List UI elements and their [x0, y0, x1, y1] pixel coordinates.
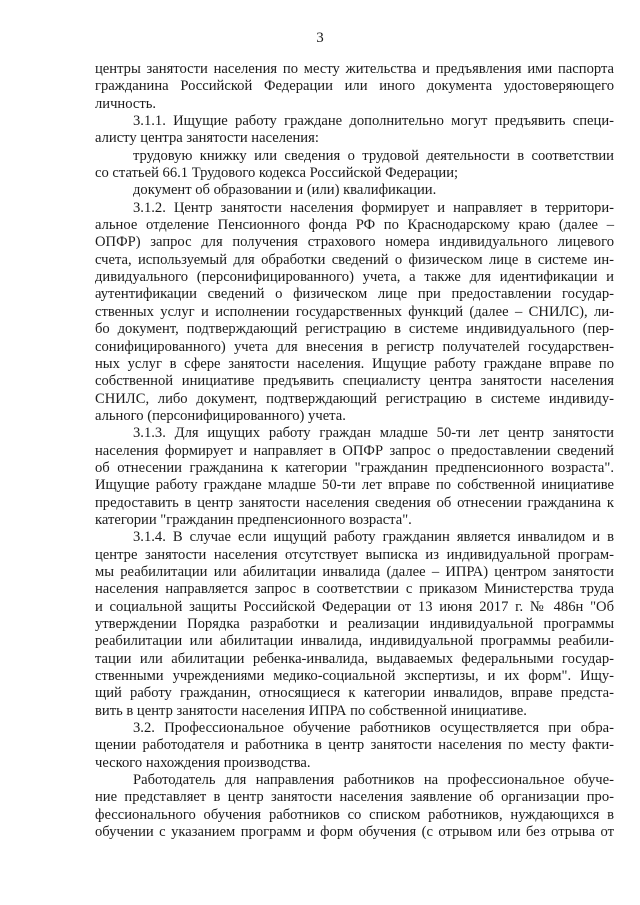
text-line: ных услуг в сфере занятости населения. Ищущие работу граждане вправе по	[95, 355, 614, 372]
text-line: 3.1.4. В случае если ищущий работу гражданин является инвалидом и в	[133, 529, 614, 546]
text-line: Ищущие работу граждане младше 50-ти лет вправе по собственной инициативе	[95, 477, 614, 494]
text-line: населения направляется запрос в соответствии с приказом Министерства труда	[95, 581, 614, 598]
text-line: вить в центр занятости населения ИПРА по собственной инициативе.	[95, 702, 527, 719]
text-line: альное отделение Пенсионного фонда РФ по Краснодарскому краю (далее –	[95, 217, 614, 234]
text-line: фессионального обучения работников со списком работников, нуждающихся в	[95, 806, 614, 823]
text-line: ние представляет в центр занятости населения заявление об организации про-	[95, 789, 614, 806]
text-line: Работодатель для направления работников на профессиональное обуче-	[133, 772, 614, 789]
text-line: щий работу гражданин, относящиеся к категории инвалидов, вправе предста-	[95, 685, 614, 702]
text-line: обучении с указанием программ и форм обучения (с отрывом или без отрыва от	[95, 824, 614, 841]
text-line: 3.1.2. Центр занятости населения формирует и направляет в территори-	[133, 199, 614, 216]
text-line: тации или абилитации ребенка-инвалида, выдаваемых федеральными государ-	[95, 650, 614, 667]
text-line: сонифицированного) учета для внесения в регистр получателей государствен-	[95, 338, 614, 355]
text-line: трудовую книжку или сведения о трудовой деятельности в соответствии	[133, 147, 614, 164]
page-number: 3	[316, 30, 324, 46]
text-line: ального (персонифицированного) учета.	[95, 407, 346, 424]
text-line: 3.2. Профессиональное обучение работников осуществляется при обра-	[133, 720, 614, 737]
text-line: документ об образовании и (или) квалификации.	[133, 182, 437, 199]
text-line: гражданина Российской Федерации или иного документа удостоверяющего	[95, 78, 614, 95]
text-line: ственных услуг и исполнении государственных функций (далее – СНИЛС), ли-	[95, 303, 614, 320]
text-line: реабилитации или абилитации инвалида, индивидуальной программы реабили-	[95, 633, 614, 650]
text-line: категории "гражданин предпенсионного возраста".	[95, 511, 412, 528]
text-line: ческого нахождения производства.	[95, 754, 311, 771]
text-line: утверждении Порядка разработки и реализации индивидуальной программы	[95, 616, 614, 632]
text-line: ственными учреждениями медико-социальной экспертизы, и их форм". Ищу-	[95, 668, 614, 685]
text-line: центре занятости населения отсутствует выписка из индивидуальной програм-	[95, 546, 614, 563]
document-body	[95, 61, 614, 841]
text-line: мы реабилитации или абилитации инвалида (далее – ИПРА) центром занятости	[95, 563, 614, 580]
text-line: дивидуального (персонифицированного) учета, а также для идентификации и	[95, 269, 614, 286]
text-line: аутентификации сведений о физическом лице при предоставлении государ-	[95, 286, 614, 303]
text-line: со статьей 66.1 Трудового кодекса Российской Федерации;	[95, 165, 459, 182]
text-line: и социальной защиты Российской Федерации от 13 июня 2017 г. № 486н "Об	[95, 598, 614, 615]
text-line: бо документ, подтверждающий регистрацию в системе индивидуального (пер-	[95, 321, 614, 338]
text-line: предоставить в центр занятости населения сведения об отнесении гражданина к	[95, 494, 614, 511]
text-line: личность.	[95, 95, 157, 112]
text-line: центры занятости населения по месту жительства и предъявления ими паспорта	[95, 61, 614, 77]
text-line: щении работодателя и работника в центр занятости населения по месту факти-	[95, 737, 614, 754]
text-line: алисту центра занятости населения:	[95, 130, 319, 147]
text-line: населения формирует и направляет в ОПФР запрос о предоставлении сведений	[95, 442, 614, 459]
text-line: 3.1.3. Для ищущих работу граждан младше 50-ти лет центр занятости	[133, 425, 614, 442]
text-line: ОПФР) запрос для получения страхового номера индивидуального лицевого	[95, 234, 614, 251]
text-line: счета, используемый для обработки сведений о физическом лице в системе ин-	[95, 251, 614, 268]
text-line: 3.1.1. Ищущие работу граждане дополнительно могут предъявить специ-	[133, 113, 614, 130]
text-line: собственной инициативе предъявить специалисту центра занятости населения	[95, 373, 614, 390]
text-line: об отнесении гражданина к категории "гражданин предпенсионного возраста".	[95, 459, 614, 476]
text-line: СНИЛС, либо документ, подтверждающий регистрацию в системе индивиду-	[95, 390, 614, 407]
